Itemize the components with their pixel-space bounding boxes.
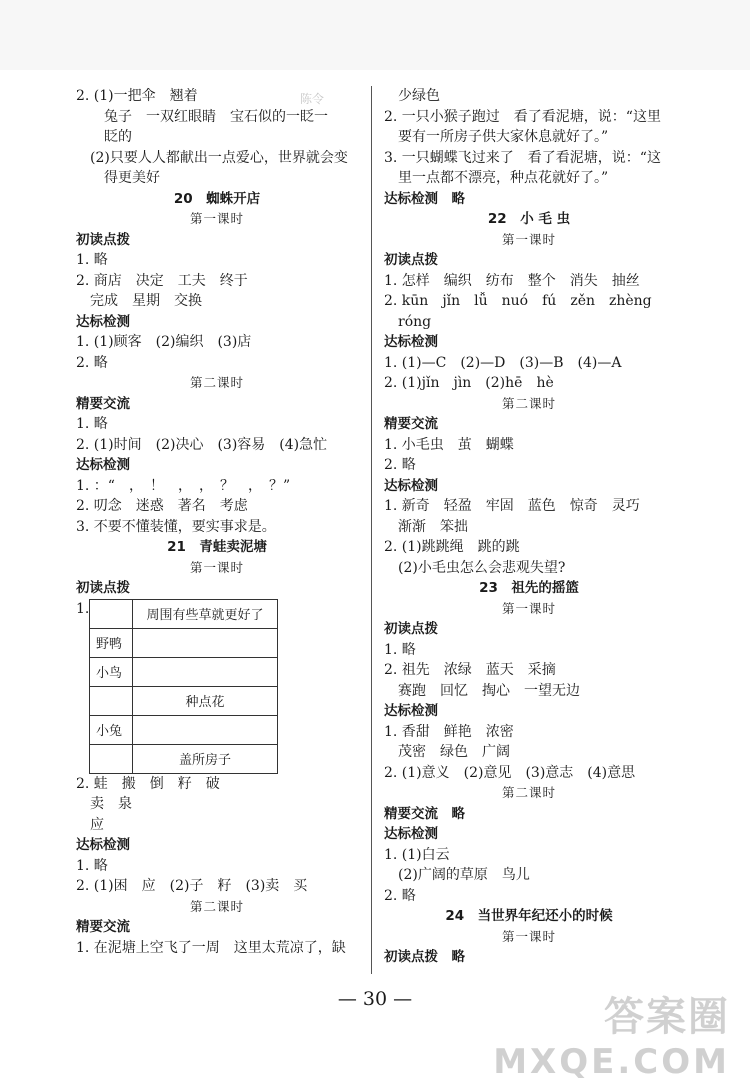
table-row xyxy=(90,686,278,715)
answer-line: 完成 星期 交换 xyxy=(90,293,202,309)
answer-line: 2. kūn jǐn lǚ nuó fú zěn zhèng xyxy=(384,293,652,309)
answer-line: 2. 略 xyxy=(384,887,416,904)
answer-line: 里一点都不漂亮，种点花就好了。” xyxy=(398,170,609,186)
lesson-period: 第一课时 xyxy=(501,928,556,944)
answer-line: 2. 一只小猴子跑过 看了看泥塘，说：“这里 xyxy=(384,108,661,125)
answer-line: 2. (1)困 应 (2)子 籽 (3)卖 买 xyxy=(76,878,308,894)
lesson-period: 第二课时 xyxy=(189,375,244,390)
answer-line: 茂密 绿色 广阔 xyxy=(398,744,510,760)
answer-line: 应 xyxy=(90,816,104,833)
answer-line: 渐渐 笨拙 xyxy=(398,518,468,535)
lesson-title: 24 当世界年纪还小的时候 xyxy=(445,908,613,924)
answer-line: 1. 怎样 编织 纺布 整个 消失 抽丝 xyxy=(384,272,640,289)
answer-line: 2. 叨念 迷惑 著名 考虑 xyxy=(76,498,248,514)
section-heading: 初读点拨 xyxy=(76,580,130,596)
answer-line: 1. 略 xyxy=(76,416,108,432)
section-heading: 精要交流 略 xyxy=(384,805,465,822)
lesson-title: 23 祖先的摇篮 xyxy=(479,580,579,596)
table-row xyxy=(90,599,278,628)
answer-line: 2. (1)意义 (2)意见 (3)意志 (4)意思 xyxy=(384,764,636,781)
answer-line: 1. 小毛虫 茧 蝴蝶 xyxy=(384,436,514,453)
answer-line: 兔子 一双红眼睛 宝石似的一眨一 xyxy=(104,108,328,125)
table-cell xyxy=(90,686,133,715)
answer-line: 1. 略 xyxy=(384,641,416,658)
section-heading: 达标检测 xyxy=(384,334,438,350)
table-cell: 小鸟 xyxy=(90,657,133,686)
table-cell xyxy=(90,599,133,628)
section-heading: 精要交流 xyxy=(76,919,130,935)
answer-line: 1. (1)—C (2)—D (3)—B (4)—A xyxy=(384,354,622,371)
lesson-period: 第一课时 xyxy=(189,559,244,575)
section-heading: 初读点拨 略 xyxy=(384,949,465,965)
answer-line: 1. 香甜 鲜艳 浓密 xyxy=(384,723,514,740)
answer-line: 1. 略 xyxy=(76,857,108,874)
section-heading: 达标检测 略 xyxy=(384,190,465,207)
table-cell: 盖所房子 xyxy=(133,744,278,773)
section-heading: 达标检测 xyxy=(76,313,130,330)
table-cell xyxy=(90,744,133,773)
answer-table xyxy=(89,599,278,774)
section-heading: 精要交流 xyxy=(76,395,130,412)
table-row xyxy=(90,628,278,657)
table-cell: 小兔 xyxy=(90,715,133,744)
top-margin-band xyxy=(0,0,750,70)
lesson-period: 第二课时 xyxy=(189,898,244,914)
answer-line: 3. 不要不懂装懂，要实事求是。 xyxy=(76,518,276,535)
site-watermark xyxy=(493,985,730,1082)
section-heading: 达标检测 xyxy=(384,477,438,494)
answer-line: 得更美好 xyxy=(104,170,160,186)
answer-line: 3. 一只蝴蝶飞过来了 看了看泥塘，说：“这 xyxy=(384,149,661,166)
lesson-period: 第二课时 xyxy=(501,395,556,411)
answer-line: 1. 在泥塘上空飞了一周 这里太荒凉了，缺 xyxy=(76,939,346,956)
left-column xyxy=(76,86,358,958)
answer-line: 少绿色 xyxy=(398,88,440,104)
answer-line: 赛跑 回忆 掏心 一望无边 xyxy=(398,682,580,699)
lesson-title: 22 小 毛 虫 xyxy=(487,211,571,227)
answer-line: 2. 蛙 搬 倒 籽 破 xyxy=(76,775,220,792)
watermark-line: 答案圈 xyxy=(604,994,730,1040)
answer-line: róng xyxy=(398,313,432,330)
table-row xyxy=(90,657,278,686)
answer-line: 2. (1)jǐn jìn (2)hē hè xyxy=(384,375,554,391)
answer-line: 2. (1)时间 (2)决心 (3)容易 (4)急忙 xyxy=(76,436,328,453)
answer-line: 1. ：“ ， ！ ， ， ？ ， ？” xyxy=(76,477,291,494)
lesson-period: 第一课时 xyxy=(501,600,556,616)
answer-line: 2. 略 xyxy=(76,354,108,371)
page-number: — 30 — xyxy=(337,988,413,1010)
section-heading: 达标检测 xyxy=(384,703,438,719)
answer-line: 1. 新奇 轻盈 牢固 蓝色 惊奇 灵巧 xyxy=(384,498,640,514)
section-heading: 达标检测 xyxy=(76,837,130,853)
answer-line: (2)只要人人都献出一点爱心，世界就会变 xyxy=(90,149,348,166)
lesson-title: 21 青蛙卖泥塘 xyxy=(167,539,267,555)
answer-line: (2)小毛虫怎么会悲观失望? xyxy=(398,559,566,576)
answer-table-block xyxy=(76,599,358,774)
answer-line: 卖 泉 xyxy=(90,796,132,812)
table-row xyxy=(90,744,278,773)
answer-line: 要有一所房子供大家休息就好了。” xyxy=(398,129,609,145)
lesson-period: 第一课时 xyxy=(501,231,556,247)
answer-line: 2. (1)跳跳绳 跳的跳 xyxy=(384,539,520,555)
lesson-title: 20 蜘蛛开店 xyxy=(173,190,261,207)
answer-line: 1. (1)白云 xyxy=(384,846,450,863)
table-cell xyxy=(133,657,278,686)
answer-line: 1. (1)顾客 (2)编织 (3)店 xyxy=(76,334,252,350)
section-heading: 初读点拨 xyxy=(76,231,130,248)
table-cell xyxy=(133,628,278,657)
answer-line: 2. (1)一把伞 翘着 xyxy=(76,88,198,104)
watermark-line: MXQE.COM xyxy=(493,1042,730,1082)
lesson-period: 第二课时 xyxy=(501,785,556,800)
table-cell: 周围有些草就更好了 xyxy=(133,599,278,628)
lesson-period: 第一课时 xyxy=(189,211,244,226)
answer-line: 1. 略 xyxy=(76,252,108,268)
table-cell xyxy=(133,715,278,744)
answer-line: 眨的 xyxy=(104,129,132,145)
section-heading: 初读点拨 xyxy=(384,621,438,637)
column-divider xyxy=(371,86,372,974)
table-row xyxy=(90,715,278,744)
answer-line: 2. 商店 决定 工夫 终于 xyxy=(76,272,248,289)
section-heading: 达标检测 xyxy=(76,457,130,473)
answer-line: 2. 略 xyxy=(384,457,416,473)
faint-watermark-text: 陈令 xyxy=(300,92,325,106)
section-heading: 精要交流 xyxy=(384,416,438,432)
section-heading: 初读点拨 xyxy=(384,252,438,268)
table-cell: 种点花 xyxy=(133,686,278,715)
answer-line: (2)广阔的草原 鸟儿 xyxy=(398,867,530,883)
section-heading: 达标检测 xyxy=(384,826,438,842)
table-number: 1. xyxy=(76,600,90,617)
answer-line: 2. 祖先 浓绿 蓝天 采摘 xyxy=(384,662,556,678)
table-cell: 野鸭 xyxy=(90,628,133,657)
right-column xyxy=(384,86,674,968)
